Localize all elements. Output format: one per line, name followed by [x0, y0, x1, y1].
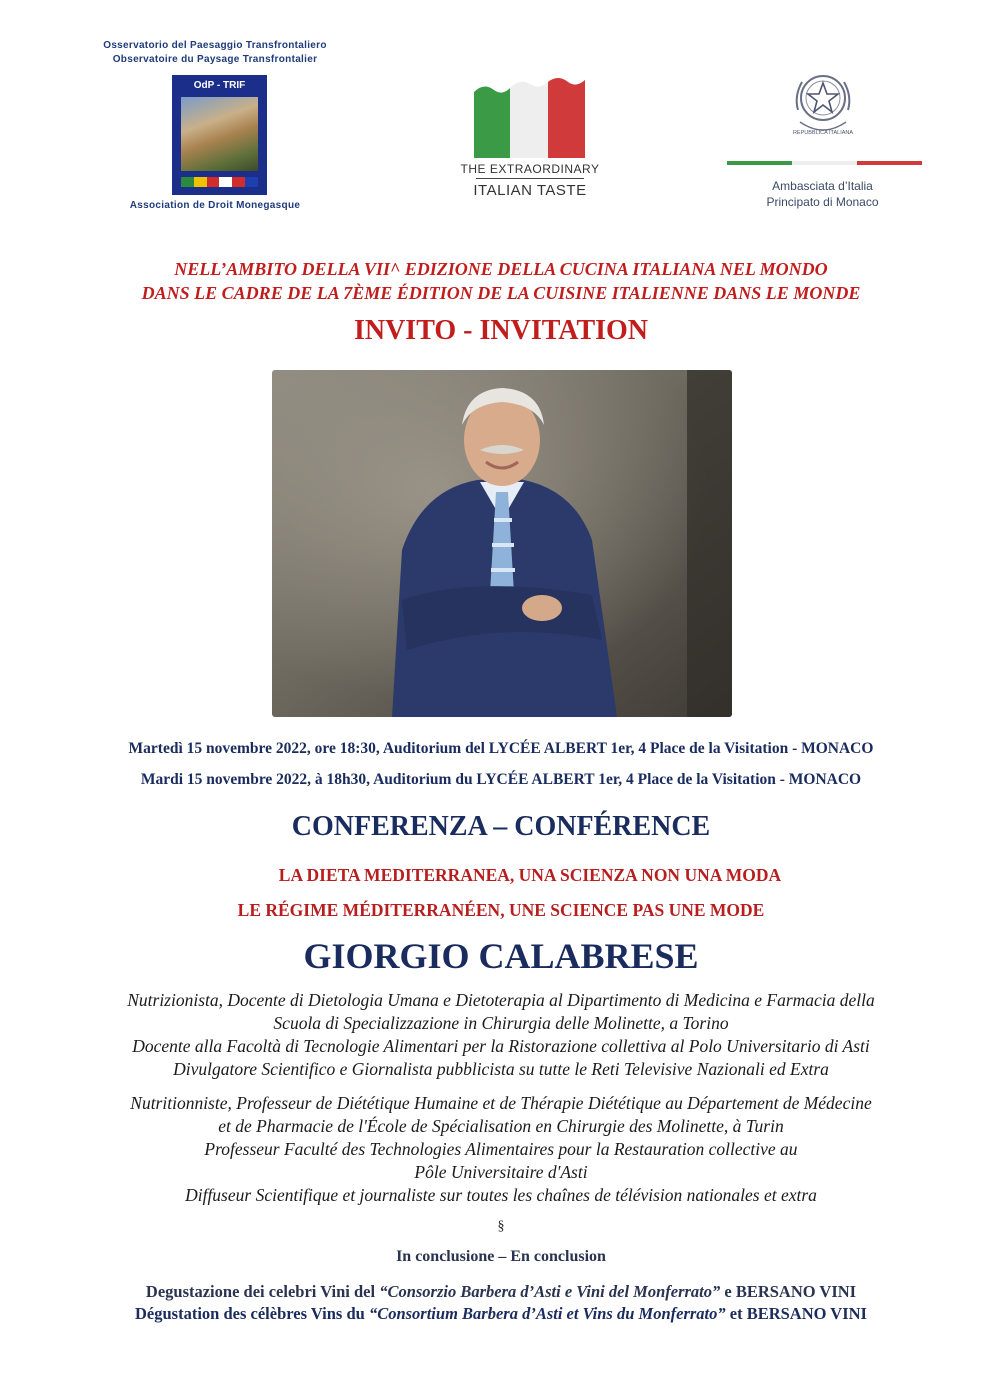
- context-italian: NELL’AMBITO DELLA VII^ EDIZIONE DELLA CUCINA ITALIANA NEL MONDO: [174, 259, 828, 279]
- speaker-portrait: [272, 370, 732, 717]
- odp-badge: [172, 75, 267, 195]
- bio-line: et de Pharmacie de l'École de Spécialisation en Chirurgie des Molinette, à Turin: [218, 1116, 784, 1136]
- tasting-french-consortium: “Consortium Barbera d’Asti et Vins du Monferrato”: [368, 1304, 726, 1323]
- event-details-french: Mardi 15 novembre 2022, à 18h30, Auditorium du LYCÉE ALBERT 1er, 4 Place de la Visitation - MONACO: [140, 771, 862, 788]
- bio-line: Scuola di Specializzazione in Chirurgia delle Molinette, a Torino: [273, 1013, 729, 1033]
- bio-line: Docente alla Facoltà di Tecnologie Alimentari per la Ristorazione collettiva al Polo Universitario di Asti: [132, 1036, 870, 1056]
- topic-italian: LA DIETA MEDITERRANEA, UNA SCIENZA NON UNA MODA: [278, 865, 782, 885]
- repubblica-italiana-emblem-icon: [788, 66, 858, 138]
- invitation-title: INVITO - INVITATION: [353, 315, 649, 346]
- bio-line: Nutritionniste, Professeur de Diététique Humaine et de Thérapie Diététique au Département de Médecine: [130, 1093, 872, 1113]
- flags-icon: [181, 177, 258, 187]
- bio-italian: [0, 989, 1002, 1081]
- tasting-italian-consortium: “Consorzio Barbera d’Asti e Vini del Monferrato”: [379, 1282, 721, 1301]
- tasting-italian: [0, 1282, 1002, 1302]
- tasting-italian-prefix: Degustazione dei celebri Vini del: [145, 1282, 380, 1301]
- bio-line: Divulgatore Scientifico e Giornalista pubblicista su tutte le Reti Televisive Nazionali ed Extra: [173, 1059, 829, 1079]
- conclusion-heading: In conclusione – En conclusion: [396, 1248, 606, 1265]
- taste-divider: [476, 178, 584, 179]
- context-french: DANS LE CADRE DE LA 7ÈME ÉDITION DE LA CUISINE ITALIENNE DANS LE MONDE: [141, 283, 861, 303]
- topic-french: LE RÉGIME MÉDITERRANÉEN, UNE SCIENCE PAS UNE MODE: [237, 900, 765, 920]
- odp-name-french: Observatoire du Paysage Transfrontalier: [112, 54, 318, 65]
- conference-heading: CONFERENZA – CONFÉRENCE: [291, 811, 711, 842]
- emblem-ribbon-text: REPUBBLICA ITALIANA: [792, 130, 854, 136]
- cliff-photo: [181, 97, 258, 171]
- speaker-name: GIORGIO CALABRESE: [303, 936, 699, 976]
- embassy-name: Ambasciata d’Italia: [772, 179, 873, 193]
- bio-line: Professeur Faculté des Technologies Alimentaires pour la Restauration collective au: [204, 1139, 798, 1159]
- taste-line2: ITALIAN TASTE: [473, 182, 587, 199]
- embassy-logo: [720, 66, 925, 216]
- tasting-italian-suffix: e BERSANO VINI: [720, 1282, 857, 1301]
- tasting-french: [0, 1304, 1002, 1324]
- odp-badge-label: OdP - TRIF: [193, 80, 246, 91]
- bio-french: [0, 1092, 1002, 1207]
- tasting-french-prefix: Dégustation des célèbres Vins du: [135, 1304, 369, 1323]
- bio-line: Diffuseur Scientifique et journaliste sur toutes les chaînes de télévision nationales et extra: [185, 1185, 817, 1205]
- speaker-photo: [272, 370, 732, 717]
- tasting-french-suffix: et BERSANO VINI: [725, 1304, 867, 1323]
- odp-name-italian: Osservatorio del Paesaggio Transfrontaliero: [103, 40, 327, 51]
- event-details-italian: Martedì 15 novembre 2022, ore 18:30, Auditorium del LYCÉE ALBERT 1er, 4 Place de la Visitation - MONACO: [128, 740, 874, 757]
- odp-trif-logo: [70, 38, 360, 213]
- tricolor-line: [727, 161, 922, 165]
- section-separator: §: [497, 1219, 505, 1234]
- italian-flag-icon: [472, 78, 587, 158]
- embassy-location: Principato di Monaco: [766, 195, 879, 209]
- bio-line: Pôle Universitaire d'Asti: [414, 1162, 588, 1182]
- bio-line: Nutrizionista, Docente di Dietologia Umana e Dietoterapia al Dipartimento di Medicina e Farmacia della: [127, 990, 875, 1010]
- taste-line1: THE EXTRAORDINARY: [460, 162, 600, 176]
- odp-association: Association de Droit Monegasque: [129, 200, 301, 211]
- italian-taste-logo: [460, 78, 600, 208]
